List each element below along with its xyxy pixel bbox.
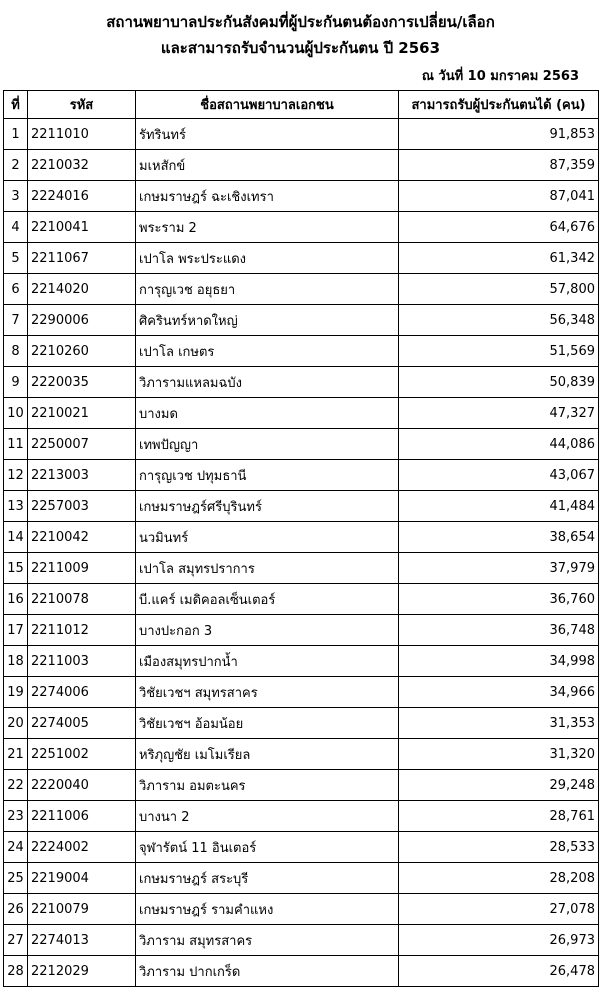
table-row: [4, 367, 599, 398]
table-row: [4, 584, 599, 615]
hospital-capacity: 31,353: [399, 708, 599, 739]
hospital-table: [3, 90, 599, 987]
hospital-code: 2274006: [28, 677, 136, 708]
row-number: 22: [4, 770, 28, 801]
row-number: 3: [4, 181, 28, 212]
hospital-code: 2220040: [28, 770, 136, 801]
row-number: 24: [4, 832, 28, 863]
row-number: 15: [4, 553, 28, 584]
row-number: 1: [4, 119, 28, 150]
hospital-name: มเหสักข์: [136, 150, 399, 181]
table-header-row: [4, 91, 599, 119]
hospital-name: บางนา 2: [136, 801, 399, 832]
hospital-name: การุญเวช ปทุมธานี: [136, 460, 399, 491]
row-number: 16: [4, 584, 28, 615]
hospital-code: 2211010: [28, 119, 136, 150]
hospital-capacity: 51,569: [399, 336, 599, 367]
hospital-code: 2290006: [28, 305, 136, 336]
row-number: 5: [4, 243, 28, 274]
hospital-capacity: 44,086: [399, 429, 599, 460]
hospital-code: 2210041: [28, 212, 136, 243]
hospital-code: 2251002: [28, 739, 136, 770]
hospital-name: จุฬารัตน์ 11 อินเตอร์: [136, 832, 399, 863]
hospital-code: 2224016: [28, 181, 136, 212]
hospital-name: รัทรินทร์: [136, 119, 399, 150]
hospital-name: บี.แคร์ เมดิคอลเซ็นเตอร์: [136, 584, 399, 615]
hospital-code: 2210079: [28, 894, 136, 925]
hospital-code: 2211006: [28, 801, 136, 832]
hospital-code: 2250007: [28, 429, 136, 460]
row-number: 7: [4, 305, 28, 336]
table-row: [4, 925, 599, 956]
hospital-name: วิชัยเวชฯ อ้อมน้อย: [136, 708, 399, 739]
hospital-capacity: 87,041: [399, 181, 599, 212]
row-number: 14: [4, 522, 28, 553]
hospital-code: 2214020: [28, 274, 136, 305]
page-title: สถานพยาบาลประกันสังคมที่ผู้ประกันตนต้องการเปลี่ยน/เลือก: [106, 13, 495, 31]
hospital-name: วิภารามแหลมฉบัง: [136, 367, 399, 398]
table-row: [4, 305, 599, 336]
hospital-code: 2211003: [28, 646, 136, 677]
row-number: 26: [4, 894, 28, 925]
hospital-code: 2210042: [28, 522, 136, 553]
hospital-name: เปาโล เกษตร: [136, 336, 399, 367]
hospital-code: 2210032: [28, 150, 136, 181]
table-row: [4, 181, 599, 212]
table-row: [4, 398, 599, 429]
header-no: ที่: [4, 91, 28, 119]
hospital-name: เทพปัญญา: [136, 429, 399, 460]
hospital-capacity: 87,359: [399, 150, 599, 181]
row-number: 2: [4, 150, 28, 181]
hospital-name: เกษมราษฎร์ศรีบุรินทร์: [136, 491, 399, 522]
table-row: [4, 150, 599, 181]
row-number: 4: [4, 212, 28, 243]
hospital-capacity: 57,800: [399, 274, 599, 305]
hospital-code: 2210021: [28, 398, 136, 429]
hospital-capacity: 34,998: [399, 646, 599, 677]
hospital-capacity: 31,320: [399, 739, 599, 770]
table-row: [4, 863, 599, 894]
table-row: [4, 336, 599, 367]
hospital-code: 2210260: [28, 336, 136, 367]
row-number: 25: [4, 863, 28, 894]
hospital-capacity: 50,839: [399, 367, 599, 398]
hospital-capacity: 47,327: [399, 398, 599, 429]
hospital-code: 2211067: [28, 243, 136, 274]
row-number: 17: [4, 615, 28, 646]
hospital-name: วิภาราม สมุทรสาคร: [136, 925, 399, 956]
hospital-capacity: 37,979: [399, 553, 599, 584]
table-row: [4, 677, 599, 708]
table-row: [4, 553, 599, 584]
hospital-code: 2220035: [28, 367, 136, 398]
hospital-capacity: 26,478: [399, 956, 599, 987]
header-code: รหัส: [28, 91, 136, 119]
hospital-name: เมืองสมุทรปากน้ำ: [136, 646, 399, 677]
hospital-name: เกษมราษฎร์ รามคำแหง: [136, 894, 399, 925]
hospital-name: บางมด: [136, 398, 399, 429]
table-row: [4, 770, 599, 801]
row-number: 27: [4, 925, 28, 956]
table-row: [4, 801, 599, 832]
table-row: [4, 274, 599, 305]
hospital-capacity: 28,208: [399, 863, 599, 894]
hospital-name: วิภาราม อมตะนคร: [136, 770, 399, 801]
hospital-name: วิชัยเวชฯ สมุทรสาคร: [136, 677, 399, 708]
table-row: [4, 739, 599, 770]
hospital-capacity: 28,533: [399, 832, 599, 863]
hospital-capacity: 61,342: [399, 243, 599, 274]
table-row: [4, 460, 599, 491]
header-name: ชื่อสถานพยาบาลเอกชน: [136, 91, 399, 119]
hospital-name: เปาโล พระประแดง: [136, 243, 399, 274]
row-number: 18: [4, 646, 28, 677]
table-row: [4, 832, 599, 863]
hospital-code: 2211012: [28, 615, 136, 646]
hospital-name: บางปะกอก 3: [136, 615, 399, 646]
as-of-date: ณ วันที่ 10 มกราคม 2563: [421, 69, 579, 84]
table-row: [4, 522, 599, 553]
row-number: 11: [4, 429, 28, 460]
page-subtitle: และสามารถรับจำนวนผู้ประกันตน ปี 2563: [160, 39, 441, 57]
table-row: [4, 429, 599, 460]
hospital-name: เกษมราษฎร์ ฉะเชิงเทรา: [136, 181, 399, 212]
hospital-name: หริภุญชัย เมโมเรียล: [136, 739, 399, 770]
row-number: 28: [4, 956, 28, 987]
hospital-name: การุญเวช อยุธยา: [136, 274, 399, 305]
row-number: 9: [4, 367, 28, 398]
hospital-name: พระราม 2: [136, 212, 399, 243]
table-row: [4, 615, 599, 646]
table-row: [4, 956, 599, 987]
hospital-capacity: 29,248: [399, 770, 599, 801]
row-number: 13: [4, 491, 28, 522]
row-number: 12: [4, 460, 28, 491]
table-row: [4, 243, 599, 274]
hospital-code: 2213003: [28, 460, 136, 491]
hospital-code: 2211009: [28, 553, 136, 584]
hospital-capacity: 28,761: [399, 801, 599, 832]
hospital-code: 2210078: [28, 584, 136, 615]
row-number: 20: [4, 708, 28, 739]
row-number: 8: [4, 336, 28, 367]
hospital-capacity: 38,654: [399, 522, 599, 553]
table-row: [4, 119, 599, 150]
hospital-capacity: 91,853: [399, 119, 599, 150]
hospital-code: 2274005: [28, 708, 136, 739]
row-number: 6: [4, 274, 28, 305]
hospital-capacity: 36,748: [399, 615, 599, 646]
row-number: 23: [4, 801, 28, 832]
hospital-capacity: 27,078: [399, 894, 599, 925]
hospital-code: 2212029: [28, 956, 136, 987]
hospital-name: นวมินทร์: [136, 522, 399, 553]
hospital-capacity: 36,760: [399, 584, 599, 615]
table-row: [4, 708, 599, 739]
hospital-code: 2219004: [28, 863, 136, 894]
hospital-name: ศิครินทร์หาดใหญ่: [136, 305, 399, 336]
hospital-code: 2224002: [28, 832, 136, 863]
hospital-code: 2274013: [28, 925, 136, 956]
hospital-capacity: 56,348: [399, 305, 599, 336]
hospital-capacity: 41,484: [399, 491, 599, 522]
table-row: [4, 894, 599, 925]
hospital-name: วิภาราม ปากเกร็ด: [136, 956, 399, 987]
row-number: 19: [4, 677, 28, 708]
header-capacity: สามารถรับผู้ประกันตนได้ (คน): [399, 91, 599, 119]
hospital-capacity: 26,973: [399, 925, 599, 956]
table-row: [4, 212, 599, 243]
hospital-capacity: 64,676: [399, 212, 599, 243]
row-number: 21: [4, 739, 28, 770]
hospital-name: เปาโล สมุทรปราการ: [136, 553, 399, 584]
hospital-code: 2257003: [28, 491, 136, 522]
table-row: [4, 646, 599, 677]
hospital-name: เกษมราษฎร์ สระบุรี: [136, 863, 399, 894]
hospital-capacity: 43,067: [399, 460, 599, 491]
hospital-capacity: 34,966: [399, 677, 599, 708]
row-number: 10: [4, 398, 28, 429]
table-row: [4, 491, 599, 522]
